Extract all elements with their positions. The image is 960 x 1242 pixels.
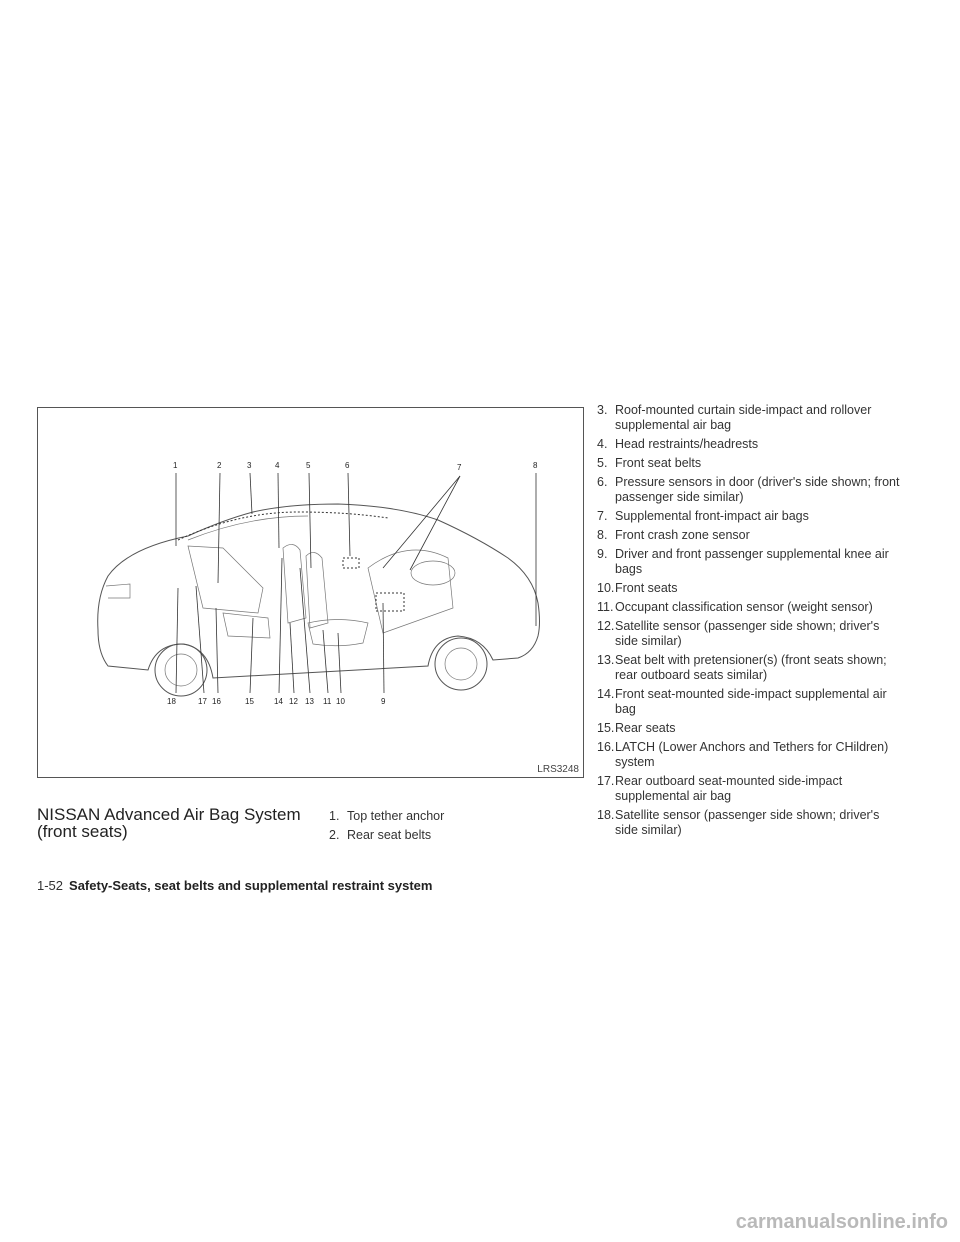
- legend-item: 15.Rear seats: [597, 721, 676, 735]
- legend-column-right: [597, 403, 902, 842]
- taillight-shape: [106, 584, 130, 598]
- callout-14: 14: [274, 697, 283, 706]
- callout-12: 12: [289, 697, 298, 706]
- legend-item: 9. Driver and front passenger supplemental knee air bags: [597, 547, 889, 576]
- car-airbag-diagram: [37, 407, 584, 778]
- driver-seat-back: [283, 544, 306, 623]
- callout-5: 5: [306, 461, 311, 470]
- callout-11: 11: [323, 697, 332, 706]
- callout-8: 8: [533, 461, 538, 470]
- callout-3: 3: [247, 461, 252, 470]
- legend-item: 10.Front seats: [597, 581, 678, 595]
- page-footer: [37, 878, 432, 893]
- callout-9: 9: [381, 697, 386, 706]
- rear-seat-cushion: [223, 613, 270, 638]
- front-wheel: [435, 638, 487, 690]
- legend-column-left: [329, 809, 579, 847]
- legend-item: 11. Occupant classification sensor (weight sensor): [597, 600, 873, 614]
- callout-4: 4: [275, 461, 280, 470]
- watermark: carmanualsonline.info: [735, 1211, 948, 1233]
- callout-2: 2: [217, 461, 222, 470]
- legend-item: 17.Rear outboard seat-mounted side-impact supplemental air bag: [597, 774, 843, 803]
- footer-section-title: Safety-Seats, seat belts and supplemental restraint system: [69, 878, 433, 893]
- legend-item: 7. Supplemental front-impact air bags: [597, 509, 809, 523]
- figure-code: LRS3248: [537, 764, 579, 775]
- rear-wheel-hub: [165, 654, 197, 686]
- legend-item: 8. Front crash zone sensor: [597, 528, 750, 542]
- legend-item: 1. Top tether anchor: [329, 809, 445, 823]
- front-wheel-hub: [445, 648, 477, 680]
- legend-item: 6. Pressure sensors in door (driver's side shown; front passenger side similar): [597, 475, 900, 504]
- page-number: 1-52: [37, 878, 64, 893]
- legend-item: 3. Roof-mounted curtain side-impact and rollover supplemental air bag: [597, 403, 872, 432]
- legend-item: 4. Head restraints/headrests: [597, 437, 759, 451]
- passenger-seat-back: [306, 552, 328, 628]
- car-body-outline: [98, 504, 540, 678]
- callout-10: 10: [336, 697, 345, 706]
- top-leader-lines: [176, 473, 536, 626]
- legend-item: 18.Satellite sensor (passenger side shown; driver's side similar): [597, 808, 880, 837]
- legend-item: 14.Front seat-mounted side-impact supplemental air bag: [597, 687, 887, 716]
- rear-wheel: [155, 644, 207, 696]
- callout-7: 7: [457, 463, 462, 472]
- callout-17: 17: [198, 697, 207, 706]
- legend-item: 12.Satellite sensor (passenger side shown; driver's side similar): [597, 619, 880, 648]
- frontal-airbag-shape: [411, 561, 455, 585]
- car-illustration: [38, 408, 585, 779]
- legend-item: 5. Front seat belts: [597, 456, 702, 470]
- legend-item: 13.Seat belt with pretensioner(s) (front seats shown; rear outboard seats similar): [597, 653, 887, 682]
- curtain-airbag-path: [178, 512, 388, 540]
- callout-16: 16: [212, 697, 221, 706]
- knee-airbag-box: [376, 593, 404, 611]
- callout-13: 13: [305, 697, 314, 706]
- callout-18: 18: [167, 697, 176, 706]
- callout-6: 6: [345, 461, 350, 470]
- rear-seat-shape: [188, 546, 263, 613]
- dashboard-shape: [368, 550, 453, 633]
- legend-item: 16.LATCH (Lower Anchors and Tethers for CHildren) system: [597, 740, 889, 769]
- callout-15: 15: [245, 697, 254, 706]
- legend-item: 2. Rear seat belts: [329, 828, 432, 842]
- callout-1: 1: [173, 461, 178, 470]
- door-sensor-box: [343, 558, 359, 568]
- front-seat-cushion: [308, 620, 368, 646]
- section-title: NISSAN Advanced Air Bag System (front seats): [37, 805, 301, 841]
